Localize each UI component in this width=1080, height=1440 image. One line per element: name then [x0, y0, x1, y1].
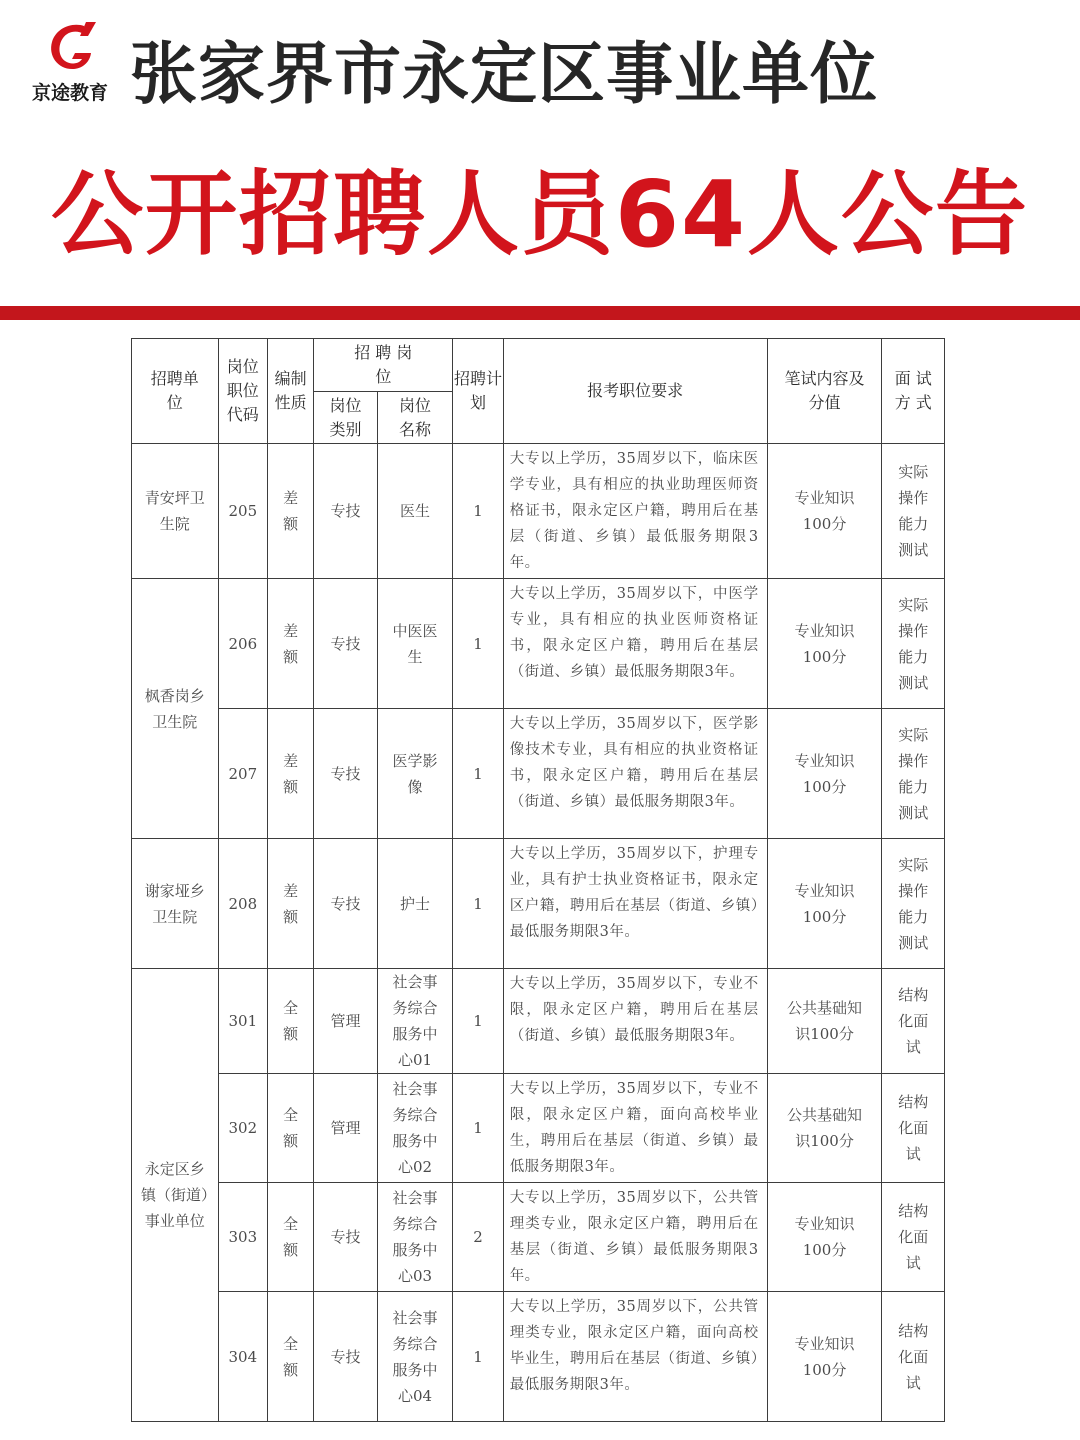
header-post-name: 岗位名称 [377, 392, 453, 444]
cell-requirements: 大专以上学历，35周岁以下，临床医学专业，具有相应的执业助理医师资格证书，限永定区户籍，聘用后在基层（街道、乡镇）最低服务期限3年。 [503, 444, 767, 579]
cell-plan: 1 [453, 444, 503, 579]
brand-logo-icon [44, 20, 98, 74]
cell-code: 205 [218, 444, 267, 579]
cell-post-name: 社会事务综合服务中心02 [377, 1074, 453, 1183]
cell-interview: 结构化面试 [882, 1074, 945, 1183]
cell-interview: 实际操作能力测试 [882, 579, 945, 709]
cell-interview: 实际操作能力测试 [882, 444, 945, 579]
cell-post-name: 社会事务综合服务中心01 [377, 969, 453, 1074]
cell-post-name: 中医医生 [377, 579, 453, 709]
cell-interview: 实际操作能力测试 [882, 839, 945, 969]
cell-post-name: 医生 [377, 444, 453, 579]
cell-unit: 永定区乡镇（街道）事业单位 [132, 969, 219, 1422]
table-header-row [132, 339, 945, 392]
cell-nature: 全额 [267, 1292, 313, 1422]
cell-post-name: 社会事务综合服务中心03 [377, 1183, 453, 1292]
header-nature: 编制性质 [267, 339, 313, 444]
cell-post-type: 专技 [314, 1183, 377, 1292]
table-row [132, 579, 945, 709]
cell-plan: 1 [453, 579, 503, 709]
cell-requirements: 大专以上学历，35周岁以下，专业不限，限永定区户籍，面向高校毕业生，聘用后在基层（街道、乡镇）最低服务期限3年。 [503, 1074, 767, 1183]
cell-written: 专业知识100分 [767, 839, 882, 969]
brand-name: 京途教育 [31, 82, 108, 104]
cell-nature: 差额 [267, 444, 313, 579]
cell-post-type: 专技 [314, 709, 377, 839]
cell-requirements: 大专以上学历，35周岁以下，中医学专业，具有相应的执业医师资格证书，限永定区户籍，聘用后在基层（街道、乡镇）最低服务期限3年。 [503, 579, 767, 709]
table-row [132, 1074, 945, 1183]
cell-interview: 实际操作能力测试 [882, 709, 945, 839]
cell-unit: 青安坪卫生院 [132, 444, 219, 579]
cell-written: 专业知识100分 [767, 579, 882, 709]
cell-post-name: 社会事务综合服务中心04 [377, 1292, 453, 1422]
header-code: 岗位职位代码 [218, 339, 267, 444]
cell-post-type: 专技 [314, 1292, 377, 1422]
table-row [132, 444, 945, 579]
cell-nature: 差额 [267, 579, 313, 709]
cell-plan: 1 [453, 709, 503, 839]
cell-post-type: 专技 [314, 579, 377, 709]
cell-written: 专业知识100分 [767, 444, 882, 579]
cell-post-type: 专技 [314, 444, 377, 579]
cell-requirements: 大专以上学历，35周岁以下，护理专业，具有护士执业资格证书，限永定区户籍，聘用后在基层（街道、乡镇）最低服务期限3年。 [503, 839, 767, 969]
cell-written: 公共基础知识100分 [767, 1074, 882, 1183]
cell-written: 专业知识100分 [767, 1183, 882, 1292]
cell-written: 公共基础知识100分 [767, 969, 882, 1074]
cell-nature: 全额 [267, 1074, 313, 1183]
cell-requirements: 大专以上学历，35周岁以下，医学影像技术专业，具有相应的执业资格证书，限永定区户籍，聘用后在基层（街道、乡镇）最低服务期限3年。 [503, 709, 767, 839]
cell-interview: 结构化面试 [882, 1183, 945, 1292]
cell-unit: 谢家垭乡卫生院 [132, 839, 219, 969]
cell-plan: 1 [453, 1074, 503, 1183]
table-row [132, 709, 945, 839]
header-plan: 招聘计划 [453, 339, 503, 444]
header-unit: 招聘单位 [132, 339, 219, 444]
page-title-line1: 张家界市永定区事业单位 [130, 35, 878, 113]
cell-post-type: 管理 [314, 969, 377, 1074]
cell-nature: 差额 [267, 709, 313, 839]
cell-post-type: 管理 [314, 1074, 377, 1183]
cell-nature: 全额 [267, 969, 313, 1074]
title-divider [0, 306, 1080, 320]
cell-written: 专业知识100分 [767, 709, 882, 839]
cell-code: 304 [218, 1292, 267, 1422]
cell-plan: 1 [453, 1292, 503, 1422]
cell-requirements: 大专以上学历，35周岁以下，专业不限，限永定区户籍，聘用后在基层（街道、乡镇）最低服务期限3年。 [503, 969, 767, 1074]
cell-code: 208 [218, 839, 267, 969]
cell-nature: 差额 [267, 839, 313, 969]
cell-interview: 结构化面试 [882, 1292, 945, 1422]
recruitment-table [131, 338, 945, 1422]
table-row [132, 839, 945, 969]
header-requirements: 报考职位要求 [503, 339, 767, 444]
cell-code: 207 [218, 709, 267, 839]
table-row [132, 969, 945, 1074]
cell-nature: 全额 [267, 1183, 313, 1292]
page-title-line2: 公开招聘人员64人公告 [50, 161, 1030, 268]
cell-post-name: 医学影像 [377, 709, 453, 839]
cell-plan: 1 [453, 969, 503, 1074]
table-row [132, 1292, 945, 1422]
cell-requirements: 大专以上学历，35周岁以下，公共管理类专业，限永定区户籍，面向高校毕业生，聘用后在基层（街道、乡镇）最低服务期限3年。 [503, 1292, 767, 1422]
header-post-group: 招 聘 岗 位 [314, 339, 453, 392]
cell-code: 302 [218, 1074, 267, 1183]
table-row [132, 1183, 945, 1292]
cell-written: 专业知识100分 [767, 1292, 882, 1422]
cell-code: 303 [218, 1183, 267, 1292]
brand-logo [14, 20, 126, 104]
cell-interview: 结构化面试 [882, 969, 945, 1074]
cell-code: 206 [218, 579, 267, 709]
header-interview: 面 试 方 式 [882, 339, 945, 444]
cell-unit: 枫香岗乡卫生院 [132, 579, 219, 839]
cell-code: 301 [218, 969, 267, 1074]
header-post-type: 岗位类别 [314, 392, 377, 444]
cell-post-name: 护士 [377, 839, 453, 969]
header-written: 笔试内容及分值 [767, 339, 882, 444]
cell-plan: 2 [453, 1183, 503, 1292]
cell-plan: 1 [453, 839, 503, 969]
cell-requirements: 大专以上学历，35周岁以下，公共管理类专业，限永定区户籍，聘用后在基层（街道、乡镇）最低服务期限3年。 [503, 1183, 767, 1292]
cell-post-type: 专技 [314, 839, 377, 969]
